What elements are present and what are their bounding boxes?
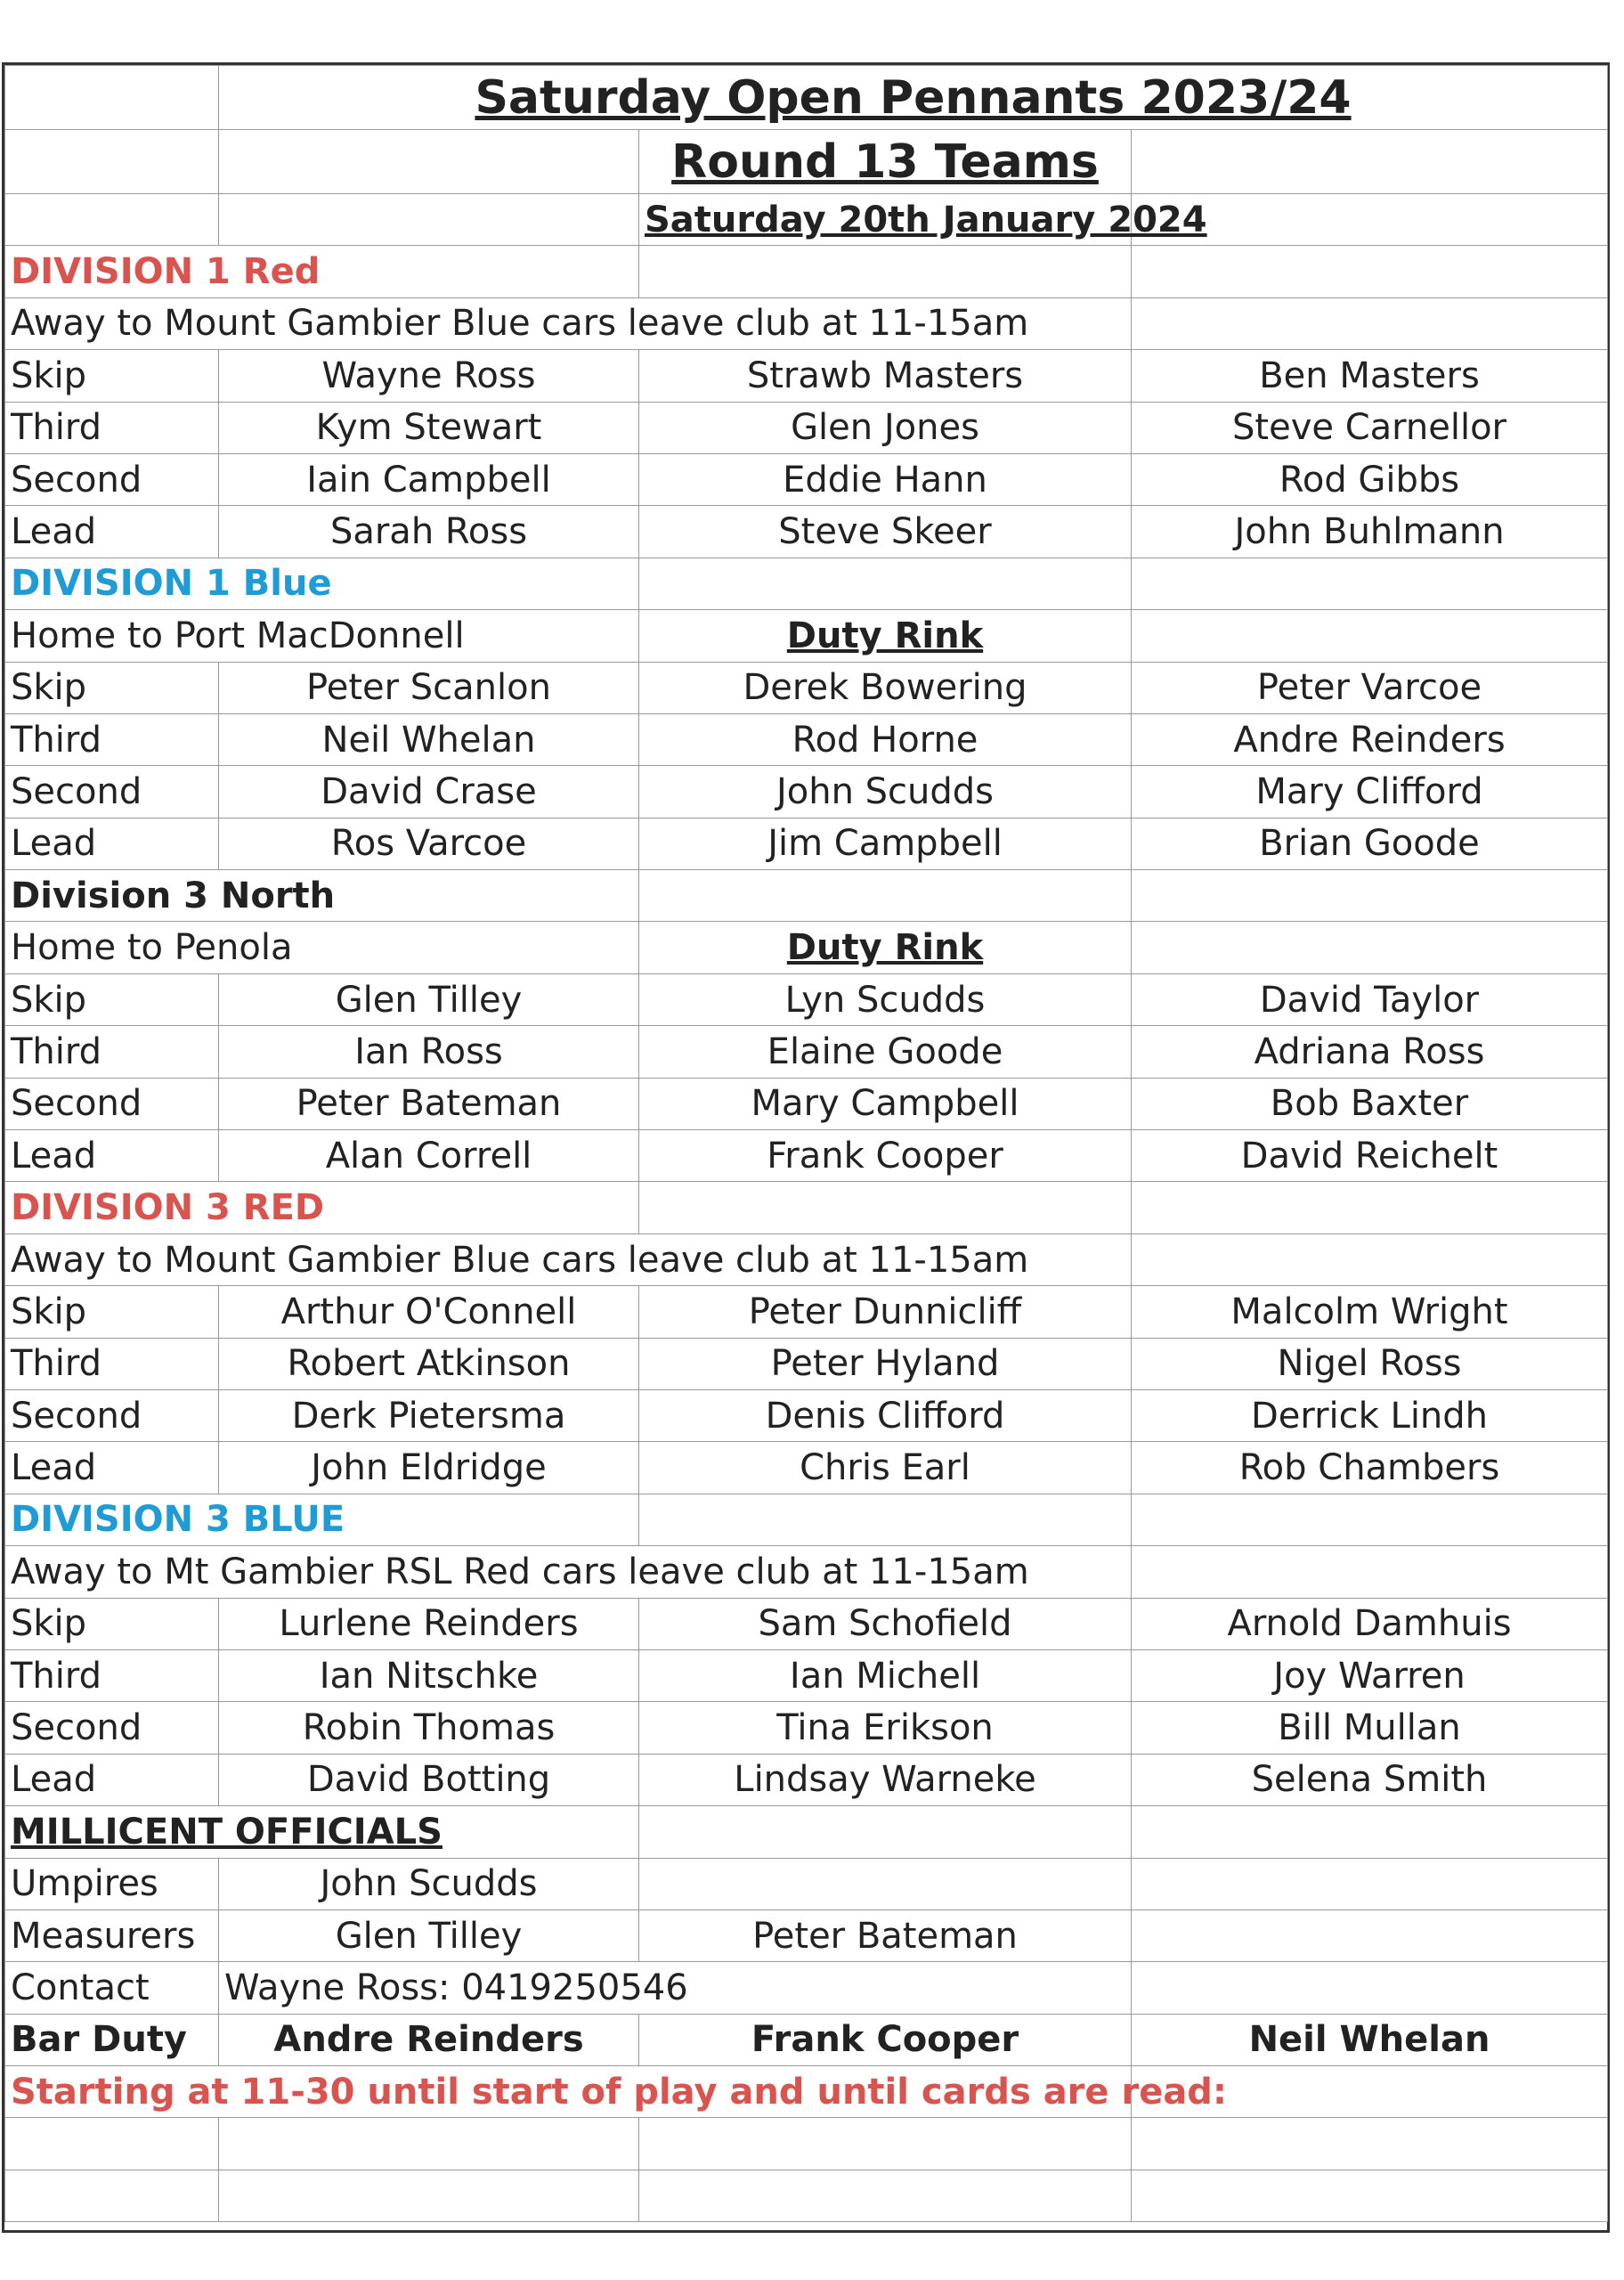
player-rink-1: Lurlene Reinders	[219, 1598, 639, 1649]
division-title: Division 3 North	[5, 870, 639, 922]
player-rink-3: Ben Masters	[1132, 350, 1608, 402]
table-row	[5, 350, 1608, 402]
player-rink-1: Wayne Ross	[219, 350, 639, 402]
player-rink-2: Denis Clifford	[639, 1389, 1132, 1441]
division-heading-row	[5, 1182, 1608, 1234]
player-rink-2: Ian Michell	[639, 1649, 1132, 1701]
player-rink-2: Strawb Masters	[639, 350, 1132, 402]
contact-label: Contact	[5, 1962, 219, 2014]
player-rink-3: Andre Reinders	[1132, 713, 1608, 765]
position-label: Third	[5, 1026, 219, 1078]
measurers-row	[5, 1910, 1608, 1961]
player-rink-3: Adriana Ross	[1132, 1026, 1608, 1078]
division-info: Home to Port MacDonnell	[5, 610, 639, 662]
player-rink-3: Joy Warren	[1132, 1649, 1608, 1701]
bar-duty-note: Starting at 11-30 until start of play and until cards are read:	[5, 2066, 1132, 2118]
division-info: Away to Mt Gambier RSL Red cars leave club at 11-15am	[5, 1546, 1132, 1598]
table-row	[5, 818, 1608, 869]
division-title: DIVISION 3 RED	[5, 1182, 639, 1234]
player-rink-1: Glen Tilley	[219, 973, 639, 1025]
division-info-row	[5, 922, 1608, 973]
player-rink-3: John Buhlmann	[1132, 506, 1608, 558]
position-label: Third	[5, 1649, 219, 1701]
umpires-label: Umpires	[5, 1858, 219, 1910]
position-label: Skip	[5, 350, 219, 402]
table-row	[5, 1389, 1608, 1441]
player-rink-3: Nigel Ross	[1132, 1338, 1608, 1389]
position-label: Skip	[5, 662, 219, 713]
title-row	[5, 66, 1608, 130]
empty-row	[5, 2170, 1608, 2221]
table-row	[5, 1598, 1608, 1649]
division-heading-row	[5, 1494, 1608, 1545]
position-label: Skip	[5, 973, 219, 1025]
bar-note-row	[5, 2066, 1608, 2118]
division-info: Away to Mount Gambier Blue cars leave club at 11-15am	[5, 297, 1132, 349]
player-rink-3: Brian Goode	[1132, 818, 1608, 869]
table-row	[5, 1754, 1608, 1805]
player-rink-2: Lindsay Warneke	[639, 1754, 1132, 1805]
player-rink-1: Robin Thomas	[219, 1702, 639, 1754]
table-row	[5, 1649, 1608, 1701]
player-rink-3: Derrick Lindh	[1132, 1389, 1608, 1441]
table-row	[5, 766, 1608, 818]
contact-details: Wayne Ross: 0419250546	[219, 1962, 1132, 2014]
position-label: Skip	[5, 1286, 219, 1338]
player-rink-2: Frank Cooper	[639, 1130, 1132, 1182]
division-info-row	[5, 1234, 1608, 1285]
table-row	[5, 506, 1608, 558]
player-rink-2: Derek Bowering	[639, 662, 1132, 713]
position-label: Second	[5, 1702, 219, 1754]
measurer-name: Glen Tilley	[219, 1910, 639, 1961]
position-label: Second	[5, 766, 219, 818]
table-row	[5, 1078, 1608, 1129]
division-heading-row	[5, 870, 1608, 922]
player-rink-1: Ian Nitschke	[219, 1649, 639, 1701]
player-rink-2: Steve Skeer	[639, 506, 1132, 558]
player-rink-1: Ros Varcoe	[219, 818, 639, 869]
empty-row	[5, 2118, 1608, 2170]
table-row	[5, 973, 1608, 1025]
table-row	[5, 662, 1608, 713]
player-rink-3: Rod Gibbs	[1132, 453, 1608, 505]
player-rink-2: Glen Jones	[639, 402, 1132, 453]
player-rink-2: Elaine Goode	[639, 1026, 1132, 1078]
page-title: Saturday Open Pennants 2023/24	[219, 66, 1608, 130]
measurers-label: Measurers	[5, 1910, 219, 1961]
division-info-row	[5, 297, 1608, 349]
player-rink-2: Peter Hyland	[639, 1338, 1132, 1389]
date-row	[5, 194, 1608, 246]
player-rink-1: Ian Ross	[219, 1026, 639, 1078]
player-rink-1: Robert Atkinson	[219, 1338, 639, 1389]
player-rink-2: Mary Campbell	[639, 1078, 1132, 1129]
position-label: Lead	[5, 506, 219, 558]
player-rink-3: Malcolm Wright	[1132, 1286, 1608, 1338]
player-rink-1: Iain Campbell	[219, 453, 639, 505]
officials-heading-row	[5, 1806, 1608, 1858]
table-row	[5, 1338, 1608, 1389]
bar-duty-row	[5, 2014, 1608, 2065]
division-info-row	[5, 1546, 1608, 1598]
round-row	[5, 130, 1608, 194]
player-rink-1: David Botting	[219, 1754, 639, 1805]
teams-table	[4, 65, 1608, 2222]
table-row	[5, 1442, 1608, 1494]
player-rink-3: Mary Clifford	[1132, 766, 1608, 818]
player-rink-2: Eddie Hann	[639, 453, 1132, 505]
division-heading-row	[5, 558, 1608, 609]
bar-duty-name: Neil Whelan	[1132, 2014, 1608, 2065]
division-title: DIVISION 3 BLUE	[5, 1494, 639, 1545]
player-rink-1: Peter Bateman	[219, 1078, 639, 1129]
position-label: Lead	[5, 1754, 219, 1805]
position-label: Second	[5, 1078, 219, 1129]
position-label: Second	[5, 453, 219, 505]
player-rink-1: David Crase	[219, 766, 639, 818]
player-rink-2: John Scudds	[639, 766, 1132, 818]
division-heading-row	[5, 246, 1608, 297]
player-rink-3: Bill Mullan	[1132, 1702, 1608, 1754]
division-title: DIVISION 1 Blue	[5, 558, 639, 609]
player-rink-3: Steve Carnellor	[1132, 402, 1608, 453]
duty-rink-label: Duty Rink	[639, 922, 1132, 973]
table-row	[5, 713, 1608, 765]
table-row	[5, 453, 1608, 505]
player-rink-1: Neil Whelan	[219, 713, 639, 765]
player-rink-3: Selena Smith	[1132, 1754, 1608, 1805]
division-title: DIVISION 1 Red	[5, 246, 639, 297]
player-rink-3: Peter Varcoe	[1132, 662, 1608, 713]
table-row	[5, 1130, 1608, 1182]
division-info-row	[5, 610, 1608, 662]
division-info: Home to Penola	[5, 922, 639, 973]
table-row	[5, 402, 1608, 453]
player-rink-1: Alan Correll	[219, 1130, 639, 1182]
round-date: Saturday 20th January 2024	[639, 194, 1132, 246]
contact-row	[5, 1962, 1608, 2014]
player-rink-2: Lyn Scudds	[639, 973, 1132, 1025]
team-sheet	[2, 62, 1610, 2233]
position-label: Third	[5, 1338, 219, 1389]
player-rink-2: Tina Erikson	[639, 1702, 1132, 1754]
player-rink-2: Rod Horne	[639, 713, 1132, 765]
player-rink-2: Sam Schofield	[639, 1598, 1132, 1649]
table-row	[5, 1286, 1608, 1338]
round-title: Round 13 Teams	[639, 130, 1132, 194]
player-rink-1: Sarah Ross	[219, 506, 639, 558]
position-label: Third	[5, 402, 219, 453]
umpires-row	[5, 1858, 1608, 1910]
player-rink-1: Derk Pietersma	[219, 1389, 639, 1441]
bar-duty-label: Bar Duty	[5, 2014, 219, 2065]
division-info: Away to Mount Gambier Blue cars leave club at 11-15am	[5, 1234, 1132, 1285]
officials-title: MILLICENT OFFICIALS	[5, 1806, 639, 1858]
player-rink-2: Jim Campbell	[639, 818, 1132, 869]
player-rink-1: Kym Stewart	[219, 402, 639, 453]
player-rink-1: Peter Scanlon	[219, 662, 639, 713]
player-rink-2: Peter Dunnicliff	[639, 1286, 1132, 1338]
player-rink-3: Rob Chambers	[1132, 1442, 1608, 1494]
player-rink-3: Bob Baxter	[1132, 1078, 1608, 1129]
position-label: Skip	[5, 1598, 219, 1649]
player-rink-3: Arnold Damhuis	[1132, 1598, 1608, 1649]
position-label: Third	[5, 713, 219, 765]
umpire-name: John Scudds	[219, 1858, 639, 1910]
position-label: Lead	[5, 1442, 219, 1494]
player-rink-3: David Reichelt	[1132, 1130, 1608, 1182]
position-label: Lead	[5, 1130, 219, 1182]
player-rink-1: Arthur O'Connell	[219, 1286, 639, 1338]
player-rink-2: Chris Earl	[639, 1442, 1132, 1494]
table-row	[5, 1026, 1608, 1078]
measurer-name: Peter Bateman	[639, 1910, 1132, 1961]
bar-duty-name: Andre Reinders	[219, 2014, 639, 2065]
player-rink-3: David Taylor	[1132, 973, 1608, 1025]
player-rink-1: John Eldridge	[219, 1442, 639, 1494]
table-row	[5, 1702, 1608, 1754]
position-label: Lead	[5, 818, 219, 869]
duty-rink-label: Duty Rink	[639, 610, 1132, 662]
position-label: Second	[5, 1389, 219, 1441]
bar-duty-name: Frank Cooper	[639, 2014, 1132, 2065]
